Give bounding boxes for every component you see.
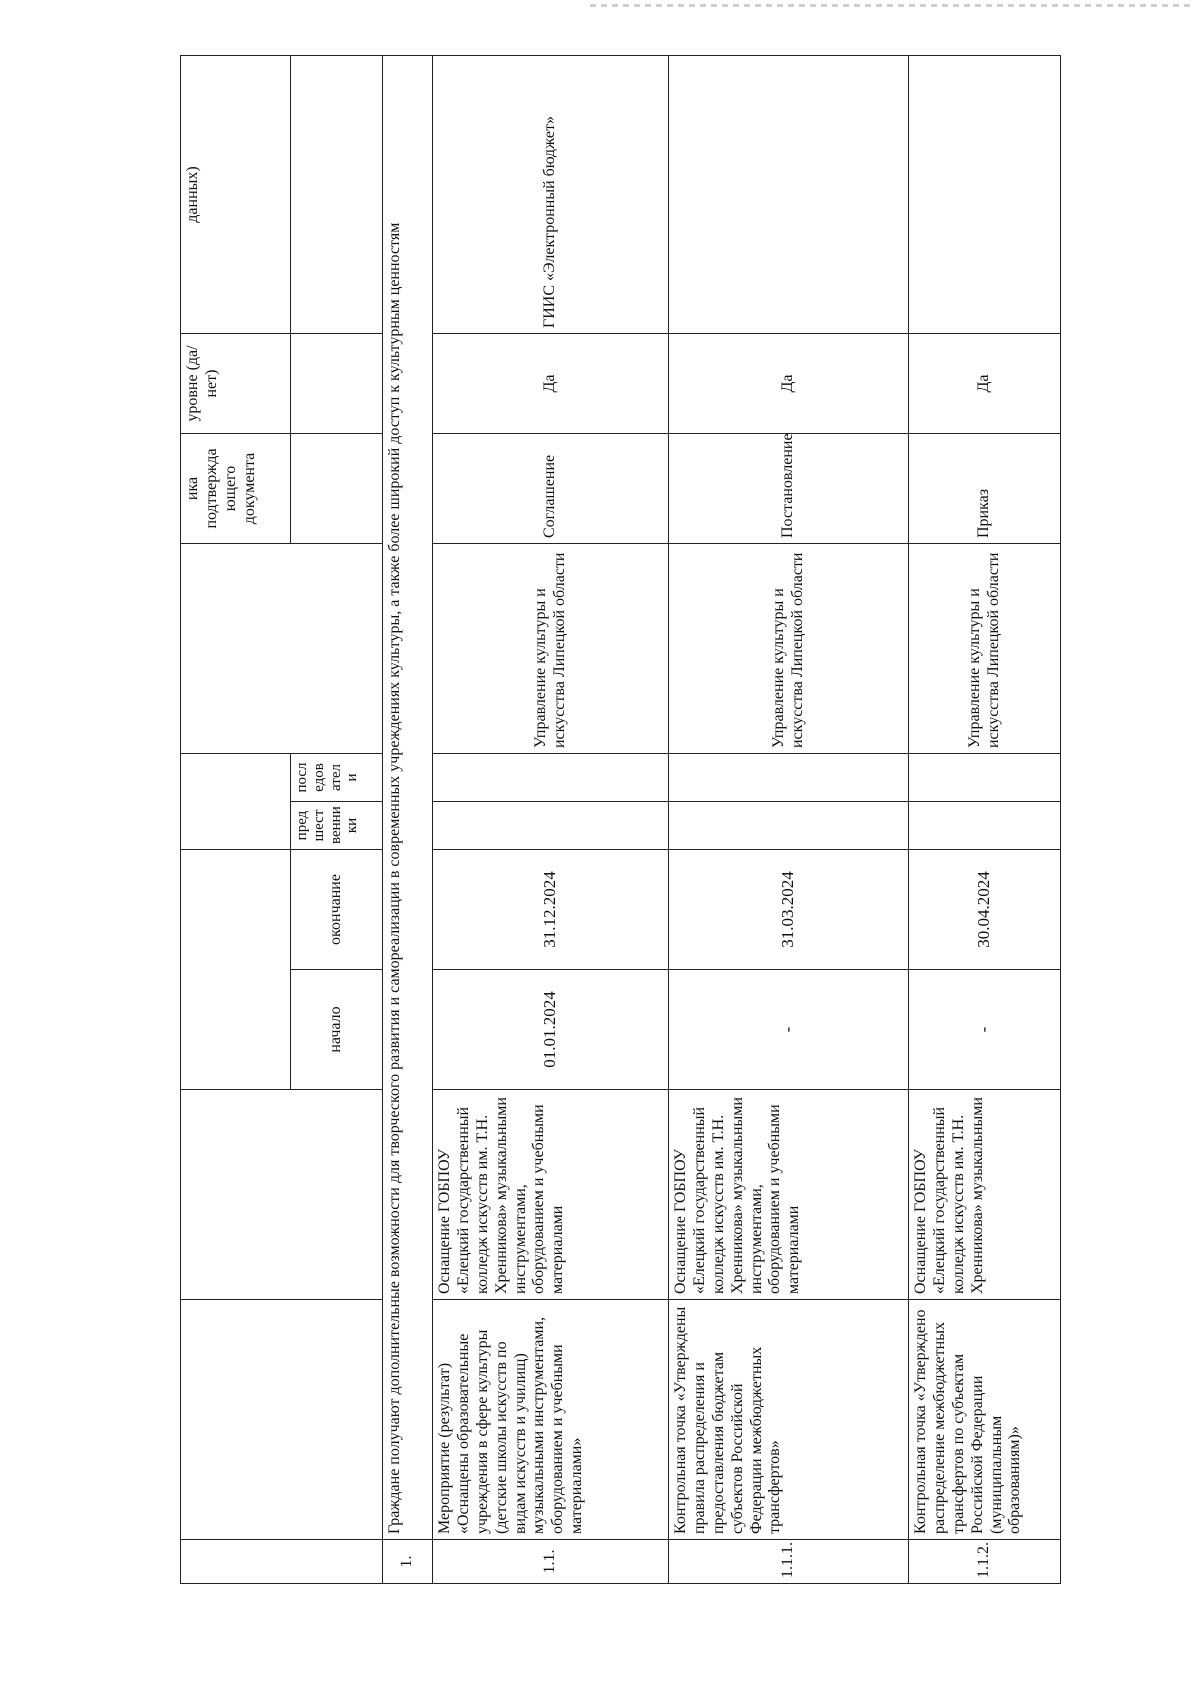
plan-table	[180, 55, 1061, 1584]
row-posl	[669, 754, 909, 802]
row-source	[669, 56, 909, 334]
header-source-sub	[291, 56, 383, 334]
row-start: -	[909, 970, 1061, 1090]
row-end: 31.03.2024	[669, 850, 909, 970]
header-object-cell	[181, 1090, 383, 1300]
row-object: Оснащение ГОБПОУ «Елецкий государственный колледж искусств им. Т.Н. Хренникова» музыкальными инструментами, оборудованием и учебными материалами	[433, 1090, 669, 1300]
row-doc: Постановление	[669, 434, 909, 544]
header-source: данных)	[181, 56, 291, 334]
section-row	[383, 56, 433, 1584]
row-number: 1.1.1.	[669, 1540, 909, 1584]
row-name: Мероприятие (результат) «Оснащены образовательные учреждения в сфере культуры (детские школы искусств по видам искусств и училищ) музыкальными инструментами, оборудованием и учебными материалами»	[433, 1300, 669, 1540]
row-posl	[433, 754, 669, 802]
section-number: 1.	[383, 1540, 433, 1584]
header-number-cell	[181, 1540, 383, 1584]
row-source	[909, 56, 1061, 334]
header-doc-sub	[291, 434, 383, 544]
header-row-top	[181, 56, 291, 1584]
header-pred-label: пред шест венни ки	[291, 802, 383, 850]
row-doc: Приказ	[909, 434, 1061, 544]
row-responsible: Управление культуры и искусства Липецкой области	[909, 544, 1061, 754]
section-title: Граждане получают дополнительные возможности для творческого развития и самореализации в современных учреждениях культуры, а также более широкий доступ к культурным ценностям	[383, 56, 433, 1540]
row-end: 30.04.2024	[909, 850, 1061, 970]
header-end-label: окончание	[291, 850, 383, 970]
table-row	[909, 56, 1061, 1584]
row-pred	[669, 802, 909, 850]
row-pred	[433, 802, 669, 850]
table-row	[669, 56, 909, 1584]
row-start: 01.01.2024	[433, 970, 669, 1090]
row-name: Контрольная точка «Утверждено распределение межбюджетных трансфертов по субъектам Российской Федерации (муниципальным образованиям)»	[909, 1300, 1061, 1540]
row-source: ГИИС «Электронный бюджет»	[433, 56, 669, 334]
header-level: уровне (да/нет)	[181, 334, 291, 434]
header-links-cell	[181, 754, 291, 850]
row-object: Оснащение ГОБПОУ «Елецкий государственный колледж искусств им. Т.Н. Хренникова» музыкальными	[909, 1090, 1061, 1300]
header-start-label: начало	[291, 970, 383, 1090]
row-number: 1.1.	[433, 1540, 669, 1584]
row-posl	[909, 754, 1061, 802]
rotated-table-container	[180, 56, 1060, 1584]
header-responsible-cell	[181, 544, 383, 754]
header-dates-cell	[181, 850, 291, 1090]
row-level: Да	[433, 334, 669, 434]
row-number: 1.1.2.	[909, 1540, 1061, 1584]
row-responsible: Управление культуры и искусства Липецкой области	[433, 544, 669, 754]
row-pred	[909, 802, 1061, 850]
row-start: -	[669, 970, 909, 1090]
header-name-cell	[181, 1300, 383, 1540]
table-row	[433, 56, 669, 1584]
header-posl-label: посл едов ател и	[291, 754, 383, 802]
header-level-sub	[291, 334, 383, 434]
row-name: Контрольная точка «Утверждены правила распределения и предоставления бюджетам субъектов Российской Федерации межбюджетных трансфертов»	[669, 1300, 909, 1540]
row-responsible: Управление культуры и искусства Липецкой области	[669, 544, 909, 754]
row-end: 31.12.2024	[433, 850, 669, 970]
row-level: Да	[669, 334, 909, 434]
row-doc: Соглашение	[433, 434, 669, 544]
row-object: Оснащение ГОБПОУ «Елецкий государственный колледж искусств им. Т.Н. Хренникова» музыкальными инструментами, оборудованием и учебными материалами	[669, 1090, 909, 1300]
row-level: Да	[909, 334, 1061, 434]
header-doc-type: ика подтвержда ющего документа	[181, 434, 291, 544]
scan-edge-artifact	[590, 4, 1190, 7]
